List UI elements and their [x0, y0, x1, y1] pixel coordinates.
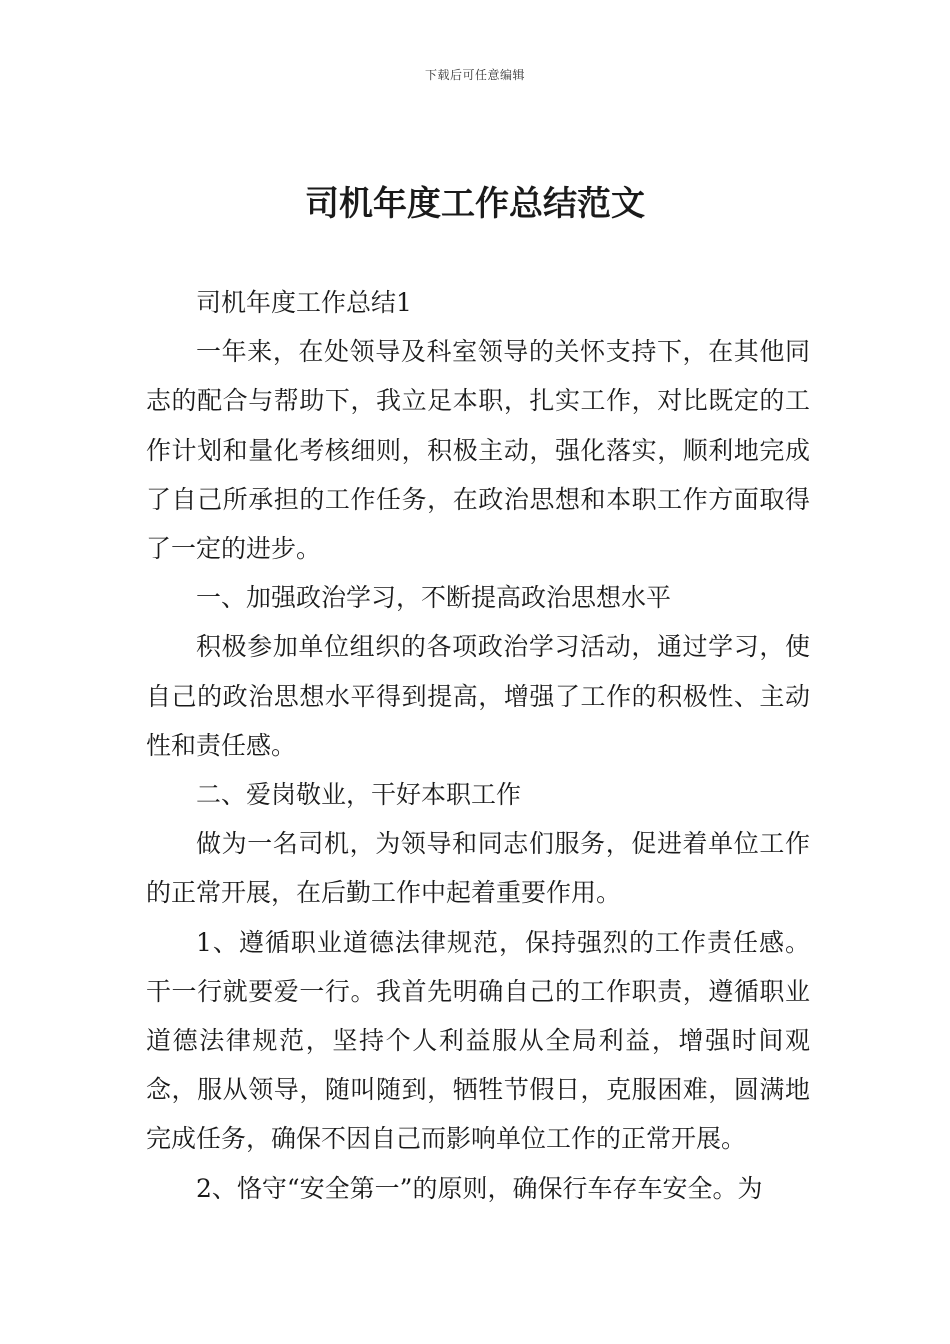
paragraph: 一年来，在处领导及科室领导的关怀支持下，在其他同志的配合与帮助下，我立足本职，扎实工作，对比既定的工作计划和量化考核细则，积极主动，强化落实，顺利地完成了自己所承担的工作任务，在政治思想和本职工作方面取得了一定的进步。 [146, 337, 810, 564]
header-note: 下载后可任意编辑 [424, 68, 525, 82]
document-body [146, 278, 810, 1213]
section-heading: 一、加强政治学习，不断提高政治思想水平 [196, 583, 672, 613]
paragraph: 2、恪守“安全第一”的原则，确保行车存车安全。为 [196, 1173, 763, 1203]
document-title: 司机年度工作总结范文 [305, 184, 645, 224]
section-heading: 司机年度工作总结1 [196, 288, 412, 317]
paragraph: 做为一名司机，为领导和同志们服务，促进着单位工作的正常开展，在后勤工作中起着重要作用。 [146, 829, 810, 908]
paragraph: 积极参加单位组织的各项政治学习活动，通过学习，使自己的政治思想水平得到提高，增强了工作的积极性、主动性和责任感。 [146, 632, 810, 760]
section-heading: 二、爱岗敬业，干好本职工作 [196, 780, 522, 810]
paragraph: 1、遵循职业道德法律规范，保持强烈的工作责任感。干一行就要爱一行。我首先明确自己的工作职责，遵循职业道德法律规范，坚持个人利益服从全局利益，增强时间观念，服从领导，随叫随到，牺牲节假日，克服困难，圆满地完成任务，确保不因自己而影响单位工作的正常开展。 [146, 927, 810, 1154]
